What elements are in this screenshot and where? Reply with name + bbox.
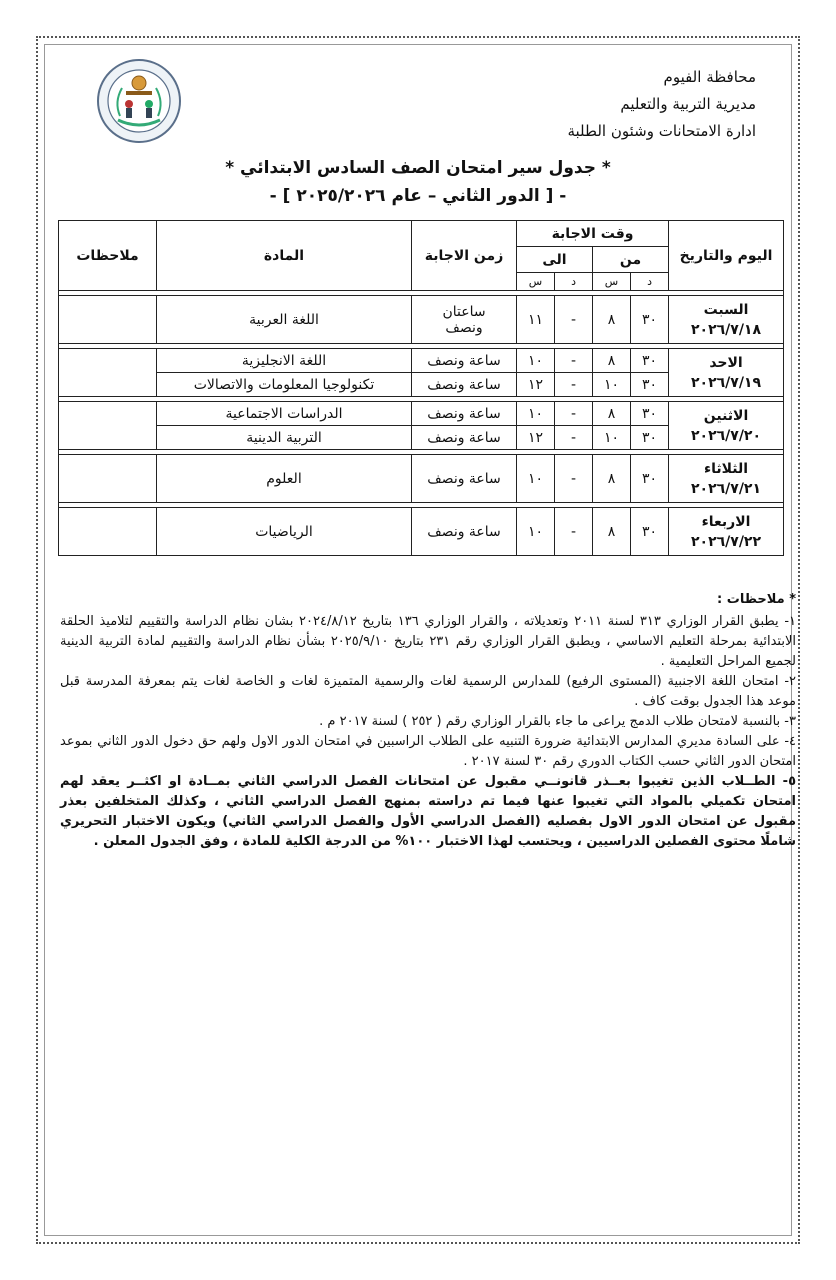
subject-cell: التربية الدينية	[157, 426, 412, 450]
to-hour: ١٠	[517, 402, 555, 426]
to-minute: -	[555, 373, 593, 397]
header-notes: ملاحظات	[59, 221, 157, 291]
day-name: الاثنين	[703, 407, 749, 424]
from-minute: ٣٠	[631, 508, 669, 556]
from-minute: ٣٠	[631, 455, 669, 503]
day-name: الاربعاء	[701, 513, 751, 530]
header-to: الى	[517, 247, 593, 273]
from-minute: ٣٠	[631, 402, 669, 426]
from-minute: ٣٠	[631, 349, 669, 373]
exam-date: ٢٠٢٦/٧/١٨	[690, 321, 762, 338]
exam-date: ٢٠٢٦/٧/٢١	[690, 480, 762, 497]
to-hour: ١٠	[517, 508, 555, 556]
day-date-cell	[669, 296, 784, 344]
day-name: الاحد	[709, 354, 743, 371]
from-minute: ٣٠	[631, 296, 669, 344]
page-subtitle: - [ الدور الثاني – عام ٢٠٢٥/٢٠٢٦ ] -	[269, 186, 567, 206]
note-item: ١- يطبق القرار الوزاري ٣١٣ لسنة ٢٠١١ وتعديلاته ، والقرار الوزاري ١٣٦ بتاريخ ٢٠٢٤/٨/١٢ بشان نظام الدراسة والتقييم لتلاميذ الحلقة الابتدائية بمرحلة التعليم الاساسي ، ويطبق القرار الوزاري رقم ٢٣١ بتاريخ ٢٠٢٥/٩/١٠ بشأن نظام الدراسة والتقييم لمادة التربية الدينية لجميع المراحل التعليمية .	[60, 614, 796, 669]
header-to-minute: د	[555, 273, 593, 291]
from-hour: ٨	[593, 296, 631, 344]
duration-cell: ساعتان ونصف	[412, 296, 517, 344]
to-minute: -	[555, 508, 593, 556]
to-hour: ١٢	[517, 426, 555, 450]
to-hour: ١٠	[517, 349, 555, 373]
note-item: ٢- امتحان اللغة الاجنبية (المستوى الرفيع) للمدارس الرسمية لغات والرسمية المتميزة لغات و الخاصة لغات يتم بمعرفة المدرسة قبل موعد هذا الجدول بوقت كاف .	[60, 674, 796, 709]
day-date-cell	[669, 508, 784, 556]
day-date-cell	[669, 455, 784, 503]
from-hour: ٨	[593, 349, 631, 373]
header-duration: زمن الاجابة	[412, 221, 517, 291]
exam-date: ٢٠٢٦/٧/١٩	[690, 374, 762, 391]
from-hour: ١٠	[593, 373, 631, 397]
exam-schedule-table	[58, 220, 784, 556]
table-row	[59, 349, 784, 373]
notes-cell	[59, 455, 157, 503]
table-row	[59, 508, 784, 556]
exam-date: ٢٠٢٦/٧/٢٠	[690, 427, 762, 444]
to-hour: ١١	[517, 296, 555, 344]
table-row	[59, 296, 784, 344]
note-item: ٣- بالنسبة لامتحان طلاب الدمج يراعى ما جاء بالقرار الوزاري رقم ( ٢٥٢ ) لسنة ٢٠١٧ م .	[319, 714, 796, 729]
directorate-name: مديرية التربية والتعليم	[620, 95, 756, 113]
header-from-minute: د	[631, 273, 669, 291]
to-minute: -	[555, 296, 593, 344]
page-title: * جدول سير امتحان الصف السادس الابتدائي *	[225, 158, 611, 178]
to-minute: -	[555, 455, 593, 503]
to-minute: -	[555, 426, 593, 450]
header-to-hour: س	[517, 273, 555, 291]
header-day-date: اليوم والتاريخ	[669, 221, 784, 291]
day-date-cell	[669, 402, 784, 450]
header-subject: المادة	[157, 221, 412, 291]
duration-cell: ساعة ونصف	[412, 402, 517, 426]
from-hour: ٨	[593, 455, 631, 503]
duration-cell: ساعة ونصف	[412, 455, 517, 503]
note-item: ٥- الطــلاب الذين تغيبوا بعــذر قانونــي مقبول عن امتحانات الفصل الدراسي الثاني بمــادة او اكثــر يعقد لهم امتحان تكميلي بالمواد التي تغيبوا عنها فيما تم دراسته بمنهج الفصل الدراسي الثاني ، وكذلك المتخلفين بعذر مقبول عن امتحان الدور الاول بفصليه (الفصل الدراسي الأول والفصل الدراسي الثاني) ويكون الاختبار التحريري شاملًا محتوى الفصلين الدراسيين ، ويحتسب لهذا الاختبار ١٠٠% من الدرجة الكلية للمادة ، وفق الجدول المعلن .	[60, 774, 796, 849]
directorate-emblem-icon	[96, 58, 182, 144]
notes-cell	[59, 296, 157, 344]
note-item: ٤- على السادة مديري المدارس الابتدائية ضرورة التنبيه على الطلاب الراسبين في امتحان الدور الاول ولهم حق دخول الدور الثاني بموعد امتحان الدور الثاني حسب الكتاب الدوري رقم ٣٠ لسنة ٢٠١٧ .	[60, 734, 796, 769]
subject-cell: اللغة العربية	[157, 296, 412, 344]
header-block	[567, 64, 756, 145]
notes-cell	[59, 508, 157, 556]
department-name: ادارة الامتحانات وشئون الطلبة	[567, 122, 756, 140]
to-hour: ١٢	[517, 373, 555, 397]
day-name: الثلاثاء	[703, 460, 749, 477]
duration-cell: ساعة ونصف	[412, 373, 517, 397]
notes-section	[60, 590, 796, 852]
table-row	[59, 402, 784, 426]
to-hour: ١٠	[517, 455, 555, 503]
header-from: من	[593, 247, 669, 273]
header-answer-time: وقت الاجابة	[517, 221, 669, 247]
to-minute: -	[555, 349, 593, 373]
table-row	[59, 455, 784, 503]
notes-heading: * ملاحظات :	[717, 592, 796, 607]
subject-cell: العلوم	[157, 455, 412, 503]
governorate-name: محافظة الفيوم	[663, 68, 756, 86]
notes-cell	[59, 349, 157, 397]
duration-cell: ساعة ونصف	[412, 426, 517, 450]
from-hour: ٨	[593, 508, 631, 556]
day-name: السبت	[703, 301, 749, 318]
header-from-hour: س	[593, 273, 631, 291]
subject-cell: تكنولوجيا المعلومات والاتصالات	[157, 373, 412, 397]
from-hour: ٨	[593, 402, 631, 426]
from-minute: ٣٠	[631, 373, 669, 397]
notes-cell	[59, 402, 157, 450]
subject-cell: الرياضيات	[157, 508, 412, 556]
duration-cell: ساعة ونصف	[412, 349, 517, 373]
to-minute: -	[555, 402, 593, 426]
subject-cell: الدراسات الاجتماعية	[157, 402, 412, 426]
from-hour: ١٠	[593, 426, 631, 450]
day-date-cell	[669, 349, 784, 397]
from-minute: ٣٠	[631, 426, 669, 450]
subject-cell: اللغة الانجليزية	[157, 349, 412, 373]
exam-date: ٢٠٢٦/٧/٢٢	[690, 533, 762, 550]
duration-cell: ساعة ونصف	[412, 508, 517, 556]
